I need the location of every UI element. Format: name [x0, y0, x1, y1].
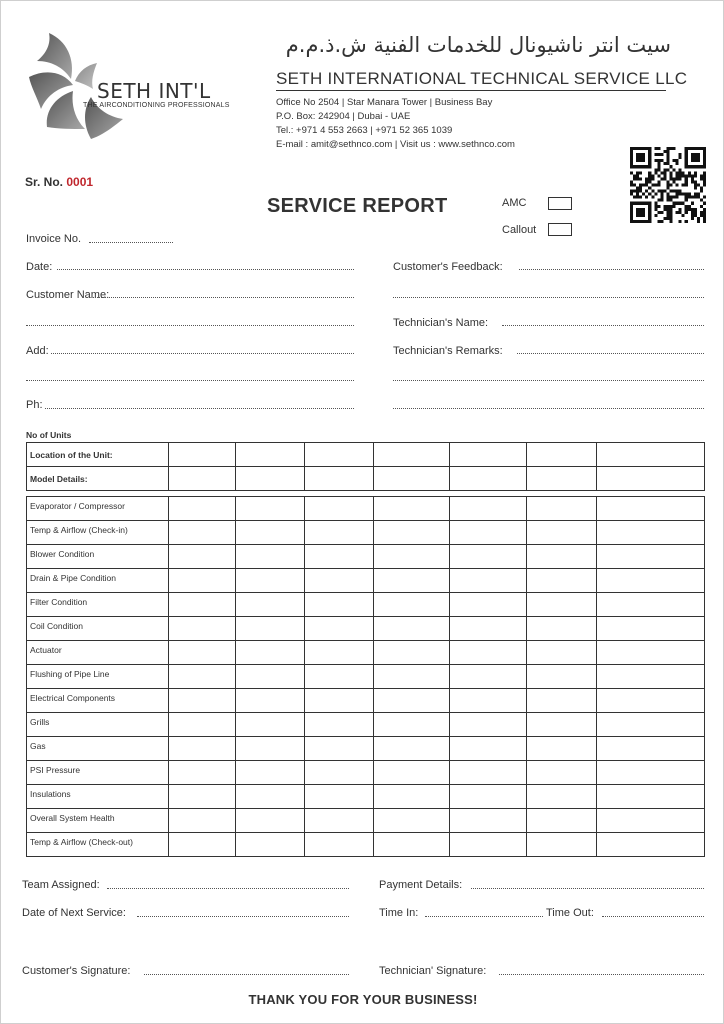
- company-name: SETH INTERNATIONAL TECHNICAL SERVICE LLC: [276, 69, 688, 88]
- checklist-cell[interactable]: [168, 833, 235, 857]
- units-cell[interactable]: [373, 467, 450, 491]
- checklist-cell[interactable]: [373, 761, 450, 785]
- checklist-cell[interactable]: [304, 593, 373, 617]
- checklist-row: [27, 689, 705, 713]
- checklist-cell[interactable]: [304, 641, 373, 665]
- checklist-cell[interactable]: [304, 761, 373, 785]
- units-cell[interactable]: [597, 467, 705, 491]
- checklist-cell[interactable]: [450, 545, 527, 569]
- checklist-cell[interactable]: [450, 617, 527, 641]
- thank-you-message: THANK YOU FOR YOUR BUSINESS!: [248, 992, 478, 1007]
- checklist-cell[interactable]: [597, 641, 705, 665]
- checklist-cell[interactable]: [527, 593, 597, 617]
- units-row: [27, 443, 705, 467]
- checklist-item-label: Blower Condition: [27, 545, 169, 569]
- checklist-cell[interactable]: [450, 593, 527, 617]
- units-cell[interactable]: [597, 443, 705, 467]
- checklist-item-label: Filter Condition: [27, 593, 169, 617]
- checklist-cell[interactable]: [373, 521, 450, 545]
- checklist-cell[interactable]: [168, 545, 235, 569]
- checklist-cell[interactable]: [597, 593, 705, 617]
- checklist-cell[interactable]: [235, 761, 304, 785]
- checklist-cell[interactable]: [304, 833, 373, 857]
- report-title: SERVICE REPORT: [267, 195, 448, 217]
- checklist-cell[interactable]: [450, 737, 527, 761]
- checklist-row: [27, 641, 705, 665]
- callout-checkbox[interactable]: [548, 223, 572, 236]
- checklist-cell[interactable]: [527, 569, 597, 593]
- checklist-cell[interactable]: [168, 569, 235, 593]
- checklist-cell[interactable]: [527, 641, 597, 665]
- team-assigned-field[interactable]: [107, 888, 349, 889]
- checklist-cell[interactable]: [597, 545, 705, 569]
- technician-remarks-field[interactable]: [517, 353, 704, 354]
- customer-feedback-label: Customer's Feedback:: [393, 261, 503, 273]
- customer-name-field[interactable]: [93, 297, 354, 298]
- checklist-cell[interactable]: [527, 689, 597, 713]
- checklist-cell[interactable]: [527, 545, 597, 569]
- checklist-cell[interactable]: [304, 569, 373, 593]
- checklist-cell[interactable]: [597, 833, 705, 857]
- checklist-row: [27, 617, 705, 641]
- checklist-cell[interactable]: [450, 641, 527, 665]
- checklist-cell[interactable]: [373, 641, 450, 665]
- technician-remarks-label: Technician's Remarks:: [393, 345, 503, 357]
- checklist-cell[interactable]: [373, 737, 450, 761]
- time-in-label: Time In:: [379, 907, 419, 919]
- checklist-cell[interactable]: [304, 665, 373, 689]
- checklist-cell[interactable]: [597, 569, 705, 593]
- checklist-cell[interactable]: [527, 761, 597, 785]
- checklist-cell[interactable]: [373, 713, 450, 737]
- checklist-row: [27, 569, 705, 593]
- checklist-item-label: Drain & Pipe Condition: [27, 569, 169, 593]
- checklist-row: [27, 713, 705, 737]
- checklist-row: [27, 593, 705, 617]
- checklist-cell[interactable]: [450, 521, 527, 545]
- checklist-cell[interactable]: [304, 809, 373, 833]
- address-field[interactable]: [51, 353, 354, 354]
- checklist-cell[interactable]: [235, 593, 304, 617]
- checklist-item-label: Actuator: [27, 641, 169, 665]
- customer-signature-label: Customer's Signature:: [22, 965, 131, 977]
- time-out-label: Time Out:: [546, 907, 594, 919]
- payment-details-label: Payment Details:: [379, 879, 463, 891]
- brand-tagline: THE AIRCONDITIONING PROFESSIONALS: [83, 102, 230, 109]
- checklist-cell[interactable]: [373, 665, 450, 689]
- checklist-item-label: Insulations: [27, 785, 169, 809]
- address-label: Add:: [26, 345, 49, 357]
- checklist-cell[interactable]: [373, 809, 450, 833]
- checklist-row: [27, 809, 705, 833]
- checklist-cell[interactable]: [168, 713, 235, 737]
- payment-details-field[interactable]: [471, 888, 704, 889]
- checklist-cell[interactable]: [597, 497, 705, 521]
- checklist-row: [27, 785, 705, 809]
- checklist-item-label: Flushing of Pipe Line: [27, 665, 169, 689]
- phone-label: Ph:: [26, 399, 43, 411]
- technician-remarks-field-3[interactable]: [393, 408, 704, 409]
- checklist-row: [27, 737, 705, 761]
- checklist-cell[interactable]: [235, 569, 304, 593]
- checklist-cell[interactable]: [235, 713, 304, 737]
- technician-remarks-field-2[interactable]: [393, 380, 704, 381]
- team-assigned-label: Team Assigned:: [22, 879, 100, 891]
- checklist-cell[interactable]: [597, 689, 705, 713]
- serial-label: Sr. No.: [25, 175, 64, 189]
- checklist-cell[interactable]: [373, 833, 450, 857]
- date-field[interactable]: [57, 269, 354, 270]
- checklist-cell[interactable]: [373, 497, 450, 521]
- checklist-cell[interactable]: [235, 545, 304, 569]
- checklist-cell[interactable]: [168, 785, 235, 809]
- checklist-cell[interactable]: [597, 809, 705, 833]
- units-table: [26, 442, 705, 491]
- customer-signature-field[interactable]: [144, 974, 349, 975]
- checklist-cell[interactable]: [450, 665, 527, 689]
- header-rule: [276, 90, 666, 91]
- checklist-cell[interactable]: [168, 761, 235, 785]
- checklist-cell[interactable]: [373, 593, 450, 617]
- checklist-cell[interactable]: [373, 785, 450, 809]
- checklist-cell[interactable]: [450, 689, 527, 713]
- brand-name: SETH INT'L: [97, 79, 211, 103]
- checklist-cell[interactable]: [450, 497, 527, 521]
- checklist-item-label: Overall System Health: [27, 809, 169, 833]
- checklist-cell[interactable]: [597, 665, 705, 689]
- time-out-field[interactable]: [602, 916, 704, 917]
- checklist-cell[interactable]: [597, 617, 705, 641]
- checklist-row: [27, 833, 705, 857]
- callout-label: Callout: [502, 224, 537, 236]
- checklist-table: [26, 496, 705, 857]
- checklist-cell[interactable]: [527, 713, 597, 737]
- checklist-cell[interactable]: [235, 809, 304, 833]
- checklist-cell[interactable]: [168, 737, 235, 761]
- checklist-cell[interactable]: [235, 497, 304, 521]
- checklist-cell[interactable]: [235, 521, 304, 545]
- checklist-cell[interactable]: [304, 497, 373, 521]
- checklist-cell[interactable]: [304, 713, 373, 737]
- checklist-item-label: Gas: [27, 737, 169, 761]
- checklist-row: [27, 521, 705, 545]
- address-line: Office No 2504 | Star Manara Tower | Business Bay: [276, 97, 493, 108]
- checklist-cell[interactable]: [527, 809, 597, 833]
- checklist-cell[interactable]: [235, 689, 304, 713]
- checklist-item-label: Temp & Airflow (Check-in): [27, 521, 169, 545]
- checklist-cell[interactable]: [527, 833, 597, 857]
- checklist-cell[interactable]: [597, 785, 705, 809]
- units-cell[interactable]: [450, 443, 527, 467]
- checklist-cell[interactable]: [235, 617, 304, 641]
- checklist-cell[interactable]: [450, 569, 527, 593]
- checklist-cell[interactable]: [235, 665, 304, 689]
- checklist-item-label: Evaporator / Compressor: [27, 497, 169, 521]
- checklist-cell[interactable]: [373, 545, 450, 569]
- checklist-cell[interactable]: [168, 617, 235, 641]
- checklist-cell[interactable]: [304, 737, 373, 761]
- serial-number: [25, 175, 93, 189]
- checklist-cell[interactable]: [235, 737, 304, 761]
- customer-feedback-field[interactable]: [519, 269, 704, 270]
- units-cell[interactable]: [235, 443, 304, 467]
- checklist-cell[interactable]: [527, 785, 597, 809]
- checklist-cell[interactable]: [168, 521, 235, 545]
- checklist-cell[interactable]: [373, 617, 450, 641]
- checklist-row: [27, 545, 705, 569]
- email-line: E-mail : amit@sethnco.com | Visit us : www.sethnco.com: [276, 139, 515, 150]
- checklist-cell[interactable]: [450, 833, 527, 857]
- checklist-item-label: Grills: [27, 713, 169, 737]
- units-cell[interactable]: [450, 467, 527, 491]
- checklist-cell[interactable]: [304, 785, 373, 809]
- customer-name-label: Customer Name:: [26, 289, 110, 301]
- address-field-2[interactable]: [26, 380, 354, 381]
- customer-name-field-2[interactable]: [26, 325, 354, 326]
- phone-field[interactable]: [45, 408, 354, 409]
- checklist-cell[interactable]: [304, 545, 373, 569]
- checklist-cell[interactable]: [168, 593, 235, 617]
- checklist-cell[interactable]: [373, 569, 450, 593]
- checklist-item-label: PSI Pressure: [27, 761, 169, 785]
- checklist-row: [27, 761, 705, 785]
- units-cell[interactable]: [168, 443, 235, 467]
- checklist-cell[interactable]: [597, 713, 705, 737]
- checklist-cell[interactable]: [527, 521, 597, 545]
- checklist-row: [27, 665, 705, 689]
- checklist-cell[interactable]: [597, 521, 705, 545]
- amc-label: AMC: [502, 197, 527, 209]
- units-cell[interactable]: [527, 443, 597, 467]
- checklist-item-label: Temp & Airflow (Check-out): [27, 833, 169, 857]
- checklist-cell[interactable]: [527, 497, 597, 521]
- serial-value: 0001: [66, 175, 94, 189]
- checklist-item-label: Coil Condition: [27, 617, 169, 641]
- checklist-cell[interactable]: [373, 689, 450, 713]
- checklist-cell[interactable]: [168, 809, 235, 833]
- phone-line: Tel.: +971 4 553 2663 | +971 52 365 1039: [276, 125, 453, 136]
- checklist-cell[interactable]: [168, 497, 235, 521]
- checklist-cell[interactable]: [168, 665, 235, 689]
- checklist-cell[interactable]: [235, 785, 304, 809]
- checklist-cell[interactable]: [304, 521, 373, 545]
- checklist-cell[interactable]: [168, 689, 235, 713]
- date-label: Date:: [26, 261, 53, 273]
- checklist-cell[interactable]: [597, 737, 705, 761]
- units-row: [27, 467, 705, 491]
- technician-signature-label: Technician' Signature:: [379, 965, 487, 977]
- units-heading: No of Units: [26, 430, 72, 440]
- checklist-cell[interactable]: [450, 713, 527, 737]
- next-service-label: Date of Next Service:: [22, 907, 126, 919]
- units-row-label: Model Details:: [27, 467, 169, 491]
- amc-checkbox[interactable]: [548, 197, 572, 210]
- checklist-cell[interactable]: [304, 617, 373, 641]
- units-row-label: Location of the Unit:: [27, 443, 169, 467]
- checklist-cell[interactable]: [527, 665, 597, 689]
- time-in-field[interactable]: [425, 916, 543, 917]
- checklist-row: [27, 497, 705, 521]
- next-service-field[interactable]: [137, 916, 349, 917]
- checklist-cell[interactable]: [450, 785, 527, 809]
- technician-name-label: Technician's Name:: [393, 317, 489, 329]
- customer-feedback-field-2[interactable]: [393, 297, 704, 298]
- units-cell[interactable]: [304, 467, 373, 491]
- units-cell[interactable]: [168, 467, 235, 491]
- units-cell[interactable]: [373, 443, 450, 467]
- units-cell[interactable]: [527, 467, 597, 491]
- checklist-cell[interactable]: [450, 809, 527, 833]
- invoice-field[interactable]: [89, 242, 173, 243]
- qr-code-icon: [630, 147, 706, 223]
- checklist-cell[interactable]: [168, 641, 235, 665]
- address-line: P.O. Box: 242904 | Dubai - UAE: [276, 111, 411, 122]
- checklist-cell[interactable]: [235, 641, 304, 665]
- checklist-cell[interactable]: [527, 737, 597, 761]
- checklist-cell[interactable]: [597, 761, 705, 785]
- technician-signature-field[interactable]: [499, 974, 704, 975]
- checklist-cell[interactable]: [304, 689, 373, 713]
- invoice-label: Invoice No.: [26, 233, 82, 245]
- arabic-company-name: سيت انتر ناشيونال للخدمات الفنية ش.ذ.م.م: [285, 33, 671, 57]
- checklist-cell[interactable]: [527, 617, 597, 641]
- checklist-cell[interactable]: [235, 833, 304, 857]
- checklist-cell[interactable]: [450, 761, 527, 785]
- checklist-item-label: Electrical Components: [27, 689, 169, 713]
- units-cell[interactable]: [235, 467, 304, 491]
- units-cell[interactable]: [304, 443, 373, 467]
- technician-name-field[interactable]: [502, 325, 704, 326]
